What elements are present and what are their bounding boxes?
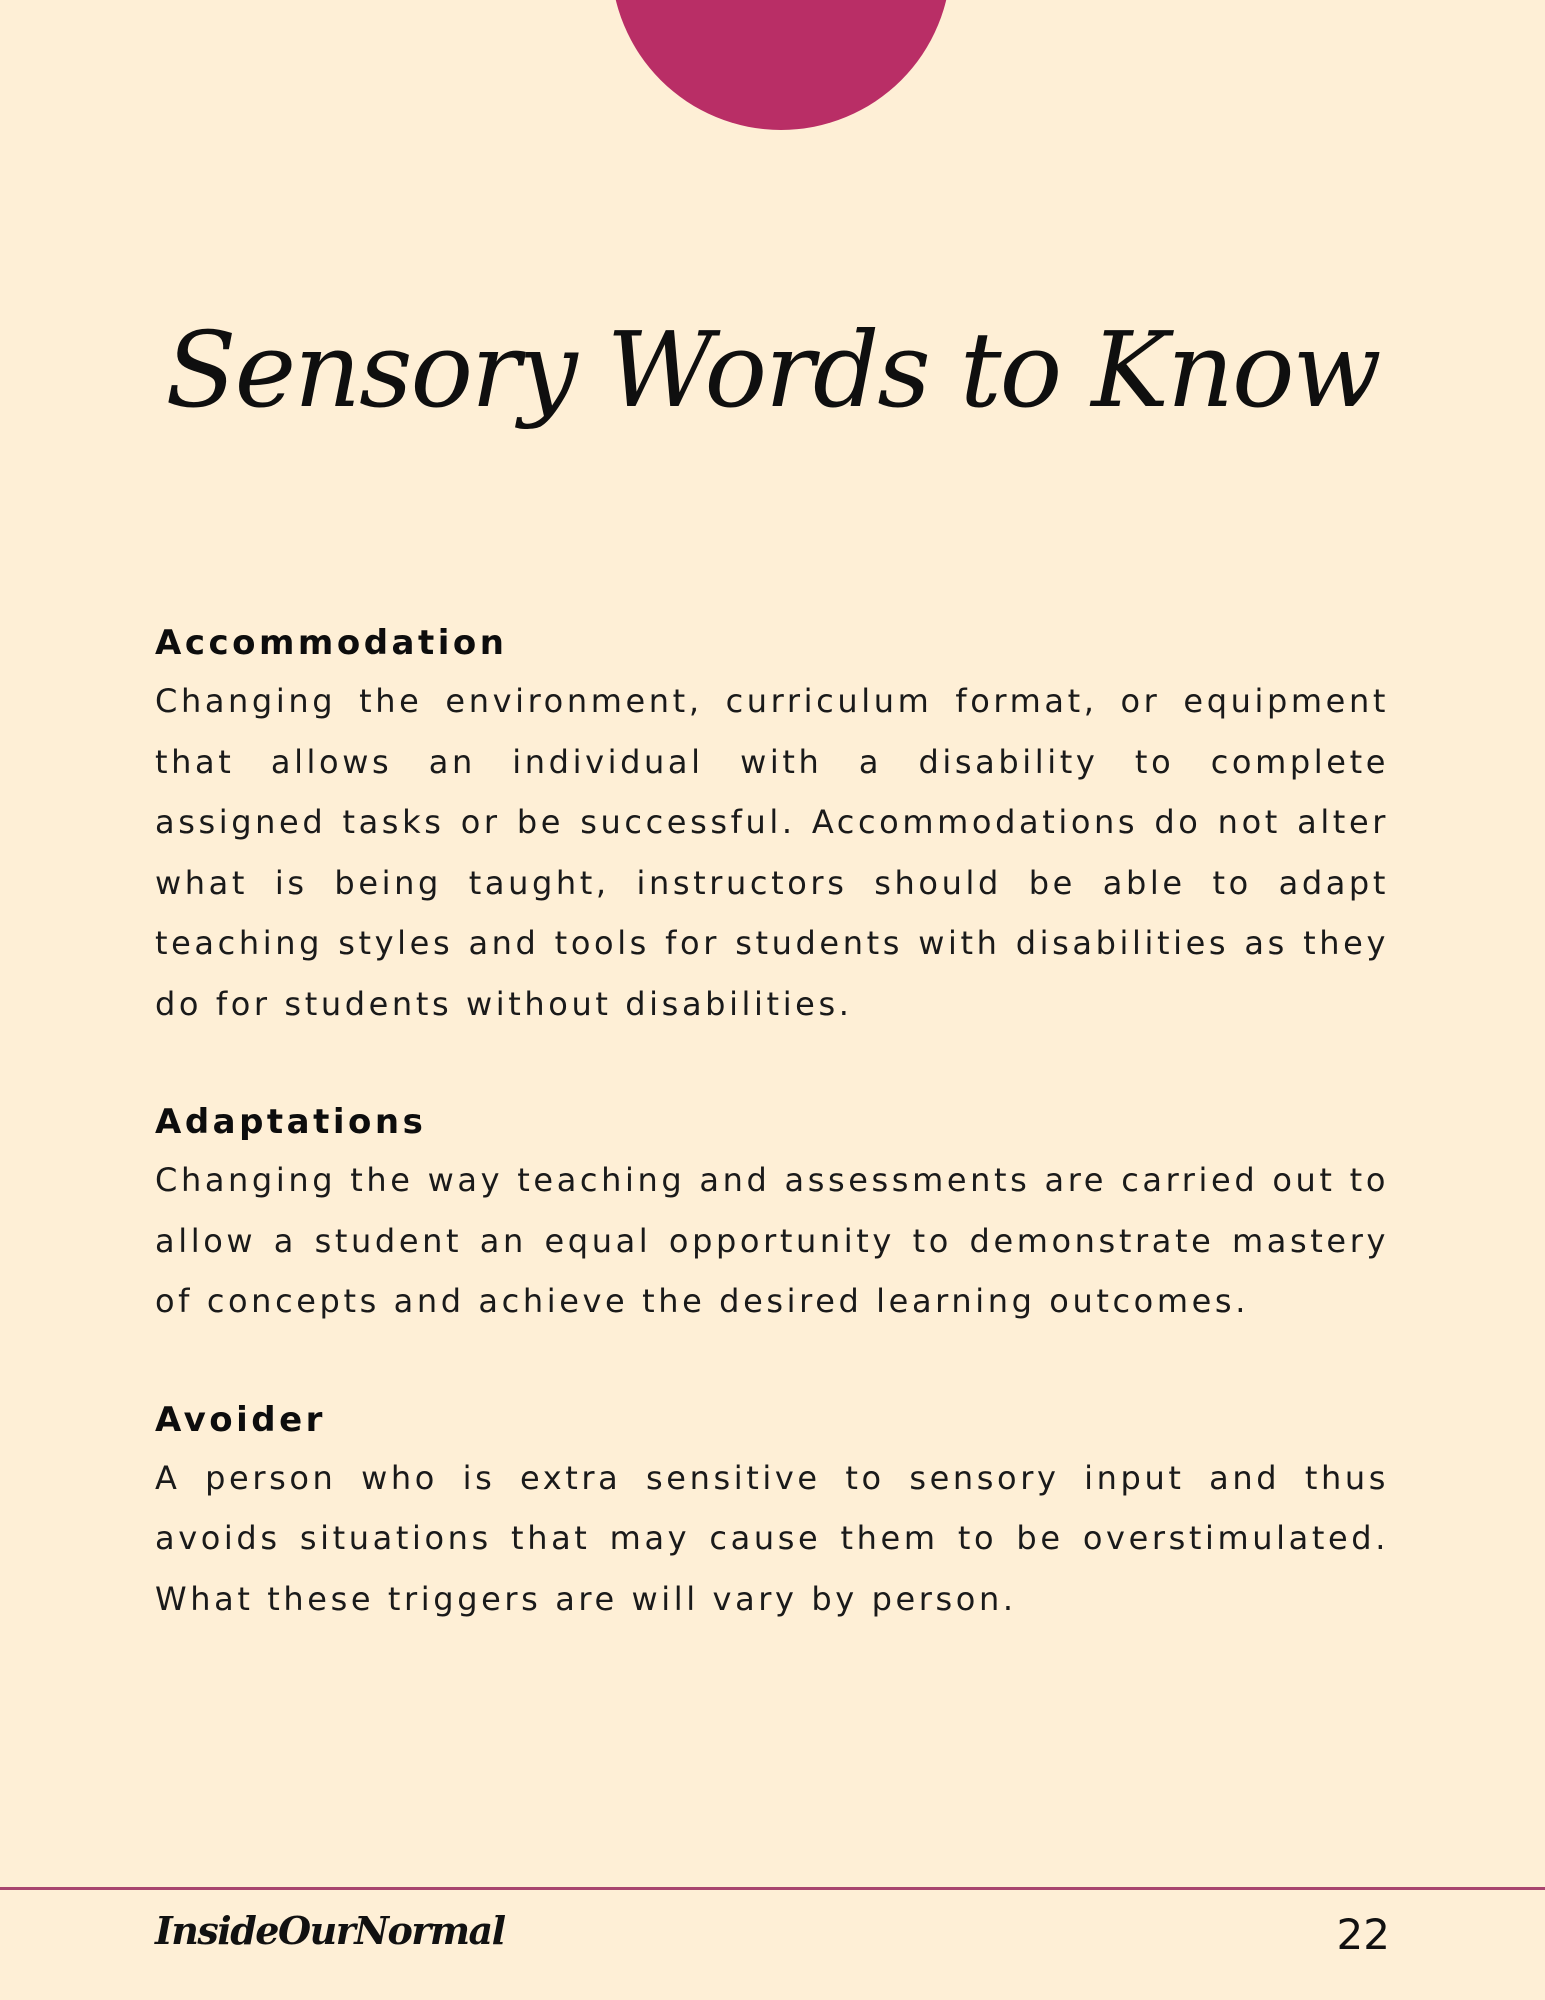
glossary-term — [155, 1094, 1389, 1332]
term-definition: Changing the environment, curriculum format, or equipment that allows an individual with a disability to complete assigned tasks or be successful. Accommodations do not alter what is being taught, instructors should be able to adapt teaching styles and tools for students with disabilities as they do for students without disabilities. — [155, 682, 1389, 1023]
term-heading: Avoider — [155, 1399, 326, 1440]
glossary-term — [155, 1392, 1389, 1630]
decorative-circle — [611, 0, 951, 130]
term-definition: A person who is extra sensitive to sensory input and thus avoids situations that may cause them to be overstimulated. What these triggers are will vary by person. — [155, 1458, 1389, 1618]
glossary — [155, 615, 1389, 1629]
footer-divider — [0, 1887, 1545, 1890]
term-heading: Adaptations — [155, 1102, 427, 1142]
page-number: 22 — [1336, 1910, 1390, 1959]
term-definition: Changing the way teaching and assessments are carried out to allow a student an equal opportunity to demonstrate mastery of concepts and achieve the desired learning outcomes. — [155, 1161, 1389, 1320]
glossary-term — [155, 615, 1389, 1034]
term-heading: Accommodation — [155, 623, 508, 663]
page-title: Sensory Words to Know — [165, 309, 1380, 431]
brand-logo-text: InsideOurNormal — [155, 1908, 505, 1953]
